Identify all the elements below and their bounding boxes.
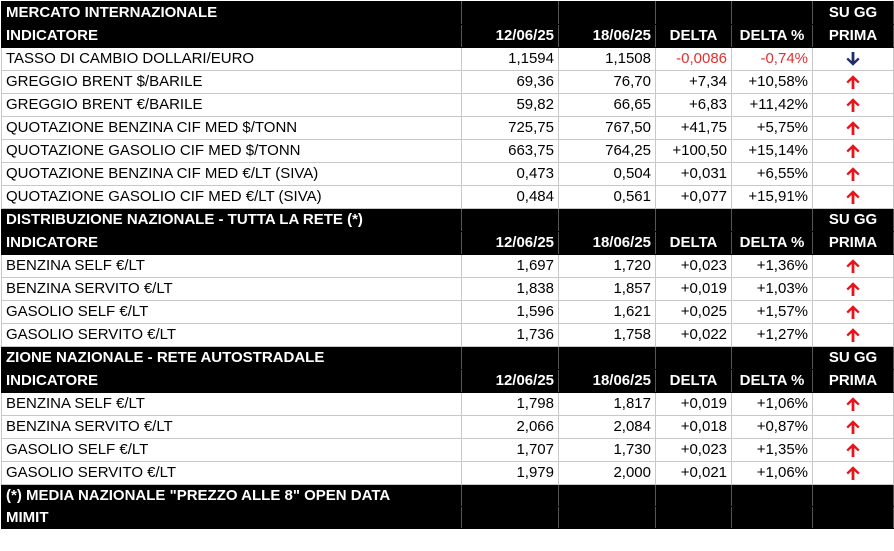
header-delta: DELTA: [656, 370, 732, 393]
delta-value: +0,023: [656, 439, 732, 462]
section-title-row: [2, 2, 894, 25]
value-date1: 1,697: [462, 255, 559, 278]
header-date2: 18/06/25: [559, 370, 656, 393]
empty-cell: [559, 2, 656, 25]
section-title-row: [2, 347, 894, 370]
indicator-label: QUOTAZIONE GASOLIO CIF MED €/LT (SIVA): [2, 186, 462, 209]
empty-cell: [656, 507, 732, 529]
indicator-label: BENZINA SELF €/LT: [2, 393, 462, 416]
header-date1: 12/06/25: [462, 232, 559, 255]
delta-value: +0,077: [656, 186, 732, 209]
delta-value: +0,023: [656, 255, 732, 278]
empty-cell: [813, 507, 894, 529]
delta-pct-value: +0,87%: [732, 416, 813, 439]
fuel-price-table: [1, 1, 894, 529]
delta-pct-value: +11,42%: [732, 94, 813, 117]
value-date2: 2,000: [559, 462, 656, 485]
delta-value: +6,83: [656, 94, 732, 117]
value-date2: 76,70: [559, 71, 656, 94]
empty-cell: [559, 485, 656, 507]
arrow-up-icon: [813, 186, 894, 209]
delta-value: +41,75: [656, 117, 732, 140]
arrow-up-icon: [813, 416, 894, 439]
value-date2: 0,561: [559, 186, 656, 209]
arrow-down-icon: [813, 48, 894, 71]
header-prima: PRIMA: [813, 25, 894, 48]
empty-cell: [732, 485, 813, 507]
arrow-up-icon: [813, 94, 894, 117]
delta-pct-value: +10,58%: [732, 71, 813, 94]
section-title: ZIONE NAZIONALE - RETE AUTOSTRADALE: [2, 347, 462, 370]
delta-value: +0,031: [656, 163, 732, 186]
empty-cell: [462, 347, 559, 370]
empty-cell: [656, 2, 732, 25]
header-delta-pct: DELTA %: [732, 370, 813, 393]
empty-cell: [813, 485, 894, 507]
table-row: [2, 48, 894, 71]
empty-cell: [462, 485, 559, 507]
empty-cell: [656, 347, 732, 370]
value-date2: 1,857: [559, 278, 656, 301]
arrow-up-icon: [813, 393, 894, 416]
arrow-up-icon: [813, 462, 894, 485]
column-header-row: [2, 25, 894, 48]
arrow-up-icon: [813, 324, 894, 347]
footnote-line1: (*) MEDIA NAZIONALE "PREZZO ALLE 8" OPEN DATA: [2, 485, 462, 507]
table-row: [2, 163, 894, 186]
header-date1: 12/06/25: [462, 370, 559, 393]
su-gg-label: SU GG: [813, 347, 894, 370]
value-date1: 1,736: [462, 324, 559, 347]
value-date2: 764,25: [559, 140, 656, 163]
table-row: [2, 117, 894, 140]
section-title-row: [2, 209, 894, 232]
arrow-up-icon: [813, 140, 894, 163]
header-prima: PRIMA: [813, 370, 894, 393]
header-date2: 18/06/25: [559, 25, 656, 48]
value-date1: 1,798: [462, 393, 559, 416]
value-date1: 1,596: [462, 301, 559, 324]
empty-cell: [462, 209, 559, 232]
empty-cell: [462, 507, 559, 529]
value-date2: 1,720: [559, 255, 656, 278]
table-row: [2, 462, 894, 485]
section-title: DISTRIBUZIONE NAZIONALE - TUTTA LA RETE (*): [2, 209, 462, 232]
arrow-up-icon: [813, 278, 894, 301]
value-date2: 2,084: [559, 416, 656, 439]
table-row: [2, 301, 894, 324]
delta-pct-value: +1,06%: [732, 462, 813, 485]
delta-pct-value: +15,14%: [732, 140, 813, 163]
header-date2: 18/06/25: [559, 232, 656, 255]
delta-pct-value: +1,06%: [732, 393, 813, 416]
empty-cell: [732, 2, 813, 25]
value-date1: 663,75: [462, 140, 559, 163]
arrow-up-icon: [813, 255, 894, 278]
header-indicator: INDICATORE: [2, 370, 462, 393]
arrow-up-icon: [813, 163, 894, 186]
value-date1: 1,707: [462, 439, 559, 462]
value-date1: 1,838: [462, 278, 559, 301]
delta-value: +0,018: [656, 416, 732, 439]
value-date2: 1,730: [559, 439, 656, 462]
table-row: [2, 278, 894, 301]
header-indicator: INDICATORE: [2, 25, 462, 48]
delta-pct-value: +1,57%: [732, 301, 813, 324]
header-delta: DELTA: [656, 25, 732, 48]
value-date2: 0,504: [559, 163, 656, 186]
table-row: [2, 94, 894, 117]
value-date2: 1,621: [559, 301, 656, 324]
value-date2: 767,50: [559, 117, 656, 140]
header-delta-pct: DELTA %: [732, 232, 813, 255]
header-indicator: INDICATORE: [2, 232, 462, 255]
indicator-label: BENZINA SERVITO €/LT: [2, 416, 462, 439]
value-date2: 1,817: [559, 393, 656, 416]
indicator-label: GASOLIO SERVITO €/LT: [2, 462, 462, 485]
indicator-label: QUOTAZIONE BENZINA CIF MED $/TONN: [2, 117, 462, 140]
delta-value: +100,50: [656, 140, 732, 163]
column-header-row: [2, 370, 894, 393]
empty-cell: [656, 485, 732, 507]
arrow-up-icon: [813, 117, 894, 140]
value-date1: 0,473: [462, 163, 559, 186]
header-delta-pct: DELTA %: [732, 25, 813, 48]
header-date1: 12/06/25: [462, 25, 559, 48]
empty-cell: [732, 347, 813, 370]
value-date2: 1,758: [559, 324, 656, 347]
empty-cell: [559, 507, 656, 529]
arrow-up-icon: [813, 439, 894, 462]
table-row: [2, 324, 894, 347]
table-row: [2, 393, 894, 416]
delta-pct-value: +6,55%: [732, 163, 813, 186]
delta-value: +7,34: [656, 71, 732, 94]
column-header-row: [2, 232, 894, 255]
section-title: MERCATO INTERNAZIONALE: [2, 2, 462, 25]
table-row: [2, 186, 894, 209]
su-gg-label: SU GG: [813, 2, 894, 25]
delta-value: +0,021: [656, 462, 732, 485]
header-prima: PRIMA: [813, 232, 894, 255]
delta-pct-value: +1,35%: [732, 439, 813, 462]
delta-value: +0,019: [656, 278, 732, 301]
arrow-up-icon: [813, 71, 894, 94]
empty-cell: [732, 507, 813, 529]
empty-cell: [559, 347, 656, 370]
table-row: [2, 140, 894, 163]
value-date2: 1,1508: [559, 48, 656, 71]
indicator-label: QUOTAZIONE GASOLIO CIF MED $/TONN: [2, 140, 462, 163]
delta-pct-value: +5,75%: [732, 117, 813, 140]
indicator-label: GREGGIO BRENT €/BARILE: [2, 94, 462, 117]
footnote-row: [2, 507, 894, 529]
empty-cell: [462, 2, 559, 25]
delta-value: +0,019: [656, 393, 732, 416]
empty-cell: [656, 209, 732, 232]
indicator-label: GASOLIO SERVITO €/LT: [2, 324, 462, 347]
table-row: [2, 71, 894, 94]
table-row: [2, 416, 894, 439]
value-date1: 0,484: [462, 186, 559, 209]
delta-pct-value: +1,36%: [732, 255, 813, 278]
delta-pct-value: -0,74%: [732, 48, 813, 71]
footnote-line2: MIMIT: [2, 507, 462, 529]
delta-pct-value: +1,03%: [732, 278, 813, 301]
delta-value: -0,0086: [656, 48, 732, 71]
su-gg-label: SU GG: [813, 209, 894, 232]
empty-cell: [559, 209, 656, 232]
indicator-label: TASSO DI CAMBIO DOLLARI/EURO: [2, 48, 462, 71]
arrow-up-icon: [813, 301, 894, 324]
value-date2: 66,65: [559, 94, 656, 117]
delta-pct-value: +15,91%: [732, 186, 813, 209]
table-row: [2, 255, 894, 278]
value-date1: 1,979: [462, 462, 559, 485]
table-body: [2, 2, 894, 529]
indicator-label: GREGGIO BRENT $/BARILE: [2, 71, 462, 94]
value-date1: 69,36: [462, 71, 559, 94]
indicator-label: QUOTAZIONE BENZINA CIF MED €/LT (SIVA): [2, 163, 462, 186]
empty-cell: [732, 209, 813, 232]
indicator-label: BENZINA SELF €/LT: [2, 255, 462, 278]
value-date1: 725,75: [462, 117, 559, 140]
value-date1: 1,1594: [462, 48, 559, 71]
table-row: [2, 439, 894, 462]
delta-value: +0,025: [656, 301, 732, 324]
indicator-label: GASOLIO SELF €/LT: [2, 301, 462, 324]
delta-value: +0,022: [656, 324, 732, 347]
indicator-label: BENZINA SERVITO €/LT: [2, 278, 462, 301]
delta-pct-value: +1,27%: [732, 324, 813, 347]
footnote-row: [2, 485, 894, 507]
value-date1: 2,066: [462, 416, 559, 439]
value-date1: 59,82: [462, 94, 559, 117]
indicator-label: GASOLIO SELF €/LT: [2, 439, 462, 462]
header-delta: DELTA: [656, 232, 732, 255]
